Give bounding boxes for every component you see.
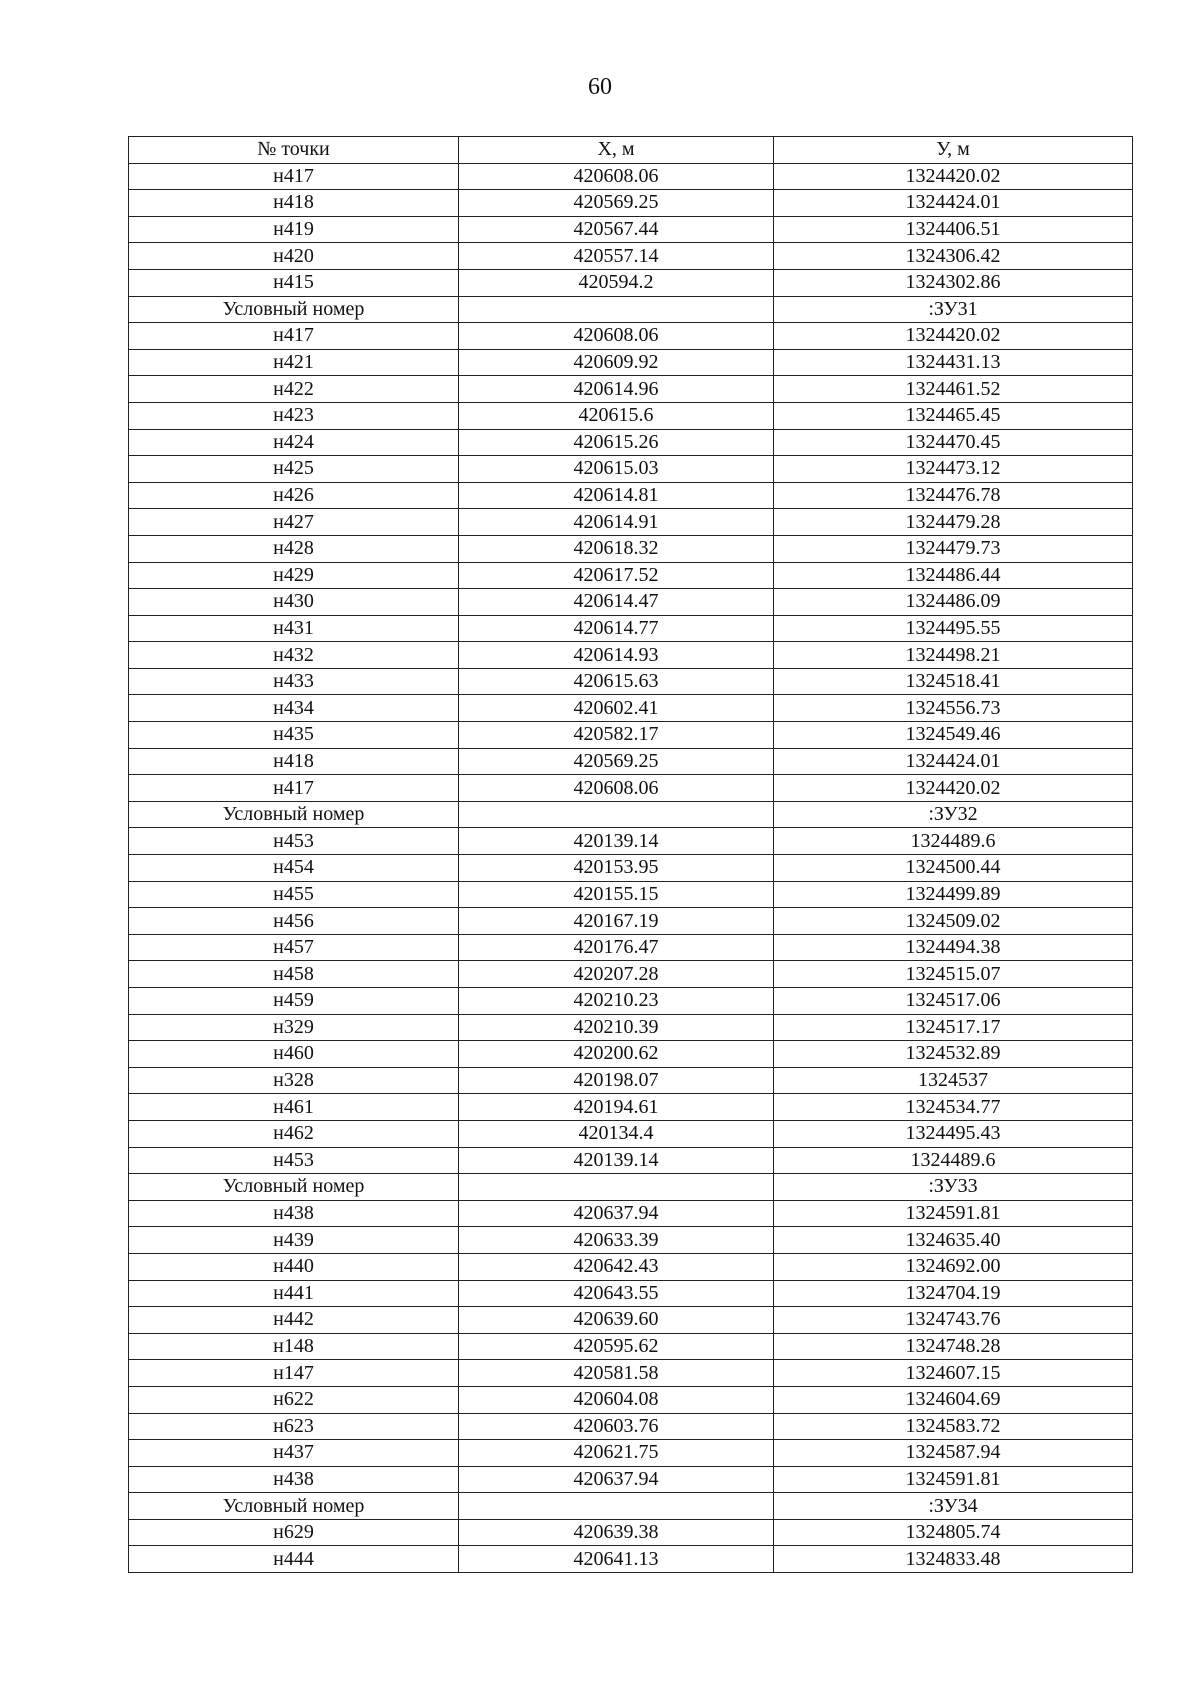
table-row xyxy=(129,801,1133,828)
table-row xyxy=(129,163,1133,190)
table-row xyxy=(129,1014,1133,1041)
point-id-cell: н418 xyxy=(129,748,459,775)
column-header-point: № точки xyxy=(129,137,459,164)
point-id-cell: н441 xyxy=(129,1280,459,1307)
point-id-cell: н431 xyxy=(129,615,459,642)
x-coordinate-cell: 420210.23 xyxy=(459,988,774,1015)
column-header-y: У, м xyxy=(774,137,1133,164)
x-coordinate-cell: 420595.62 xyxy=(459,1333,774,1360)
point-id-cell: н428 xyxy=(129,535,459,562)
point-id-cell: н421 xyxy=(129,349,459,376)
x-coordinate-cell: 420603.76 xyxy=(459,1413,774,1440)
table-row xyxy=(129,323,1133,350)
table-row xyxy=(129,1067,1133,1094)
table-row xyxy=(129,961,1133,988)
table-row xyxy=(129,908,1133,935)
y-coordinate-cell: 1324479.28 xyxy=(774,509,1133,536)
x-coordinate-cell: 420641.13 xyxy=(459,1546,774,1573)
y-coordinate-cell: 1324476.78 xyxy=(774,482,1133,509)
table-row xyxy=(129,722,1133,749)
point-id-cell: н458 xyxy=(129,961,459,988)
y-coordinate-cell: 1324591.81 xyxy=(774,1200,1133,1227)
table-row xyxy=(129,1041,1133,1068)
x-coordinate-cell: 420581.58 xyxy=(459,1360,774,1387)
table-row xyxy=(129,934,1133,961)
table-row xyxy=(129,1413,1133,1440)
table-row xyxy=(129,589,1133,616)
x-coordinate-cell: 420617.52 xyxy=(459,562,774,589)
point-id-cell: н424 xyxy=(129,429,459,456)
x-coordinate-cell: 420637.94 xyxy=(459,1200,774,1227)
point-id-cell: н426 xyxy=(129,482,459,509)
table-row xyxy=(129,1120,1133,1147)
table-header-row xyxy=(129,137,1133,164)
y-coordinate-cell: :ЗУ31 xyxy=(774,296,1133,323)
point-id-cell: н453 xyxy=(129,1147,459,1174)
y-coordinate-cell: 1324833.48 xyxy=(774,1546,1133,1573)
y-coordinate-cell: 1324532.89 xyxy=(774,1041,1133,1068)
table-row xyxy=(129,828,1133,855)
x-coordinate-cell: 420155.15 xyxy=(459,881,774,908)
point-id-cell: н435 xyxy=(129,722,459,749)
x-coordinate-cell: 420200.62 xyxy=(459,1041,774,1068)
y-coordinate-cell: 1324495.43 xyxy=(774,1120,1133,1147)
x-coordinate-cell: 420639.60 xyxy=(459,1307,774,1334)
point-id-cell: Условный номер xyxy=(129,1493,459,1520)
point-id-cell: н462 xyxy=(129,1120,459,1147)
x-coordinate-cell: 420207.28 xyxy=(459,961,774,988)
table-row xyxy=(129,1200,1133,1227)
x-coordinate-cell: 420608.06 xyxy=(459,775,774,802)
x-coordinate-cell: 420198.07 xyxy=(459,1067,774,1094)
x-coordinate-cell: 420139.14 xyxy=(459,1147,774,1174)
y-coordinate-cell: 1324587.94 xyxy=(774,1440,1133,1467)
y-coordinate-cell: 1324302.86 xyxy=(774,269,1133,296)
table-row xyxy=(129,988,1133,1015)
point-id-cell: н629 xyxy=(129,1519,459,1546)
point-id-cell: н419 xyxy=(129,216,459,243)
y-coordinate-cell: 1324470.45 xyxy=(774,429,1133,456)
table-row xyxy=(129,1094,1133,1121)
point-id-cell: Условный номер xyxy=(129,296,459,323)
point-id-cell: Условный номер xyxy=(129,801,459,828)
column-header-x: Х, м xyxy=(459,137,774,164)
x-coordinate-cell: 420614.91 xyxy=(459,509,774,536)
point-id-cell: н429 xyxy=(129,562,459,589)
point-id-cell: н433 xyxy=(129,668,459,695)
table-row xyxy=(129,216,1133,243)
table-row xyxy=(129,243,1133,270)
y-coordinate-cell: 1324431.13 xyxy=(774,349,1133,376)
y-coordinate-cell: 1324495.55 xyxy=(774,615,1133,642)
x-coordinate-cell: 420608.06 xyxy=(459,163,774,190)
y-coordinate-cell: 1324748.28 xyxy=(774,1333,1133,1360)
x-coordinate-cell: 420615.63 xyxy=(459,668,774,695)
y-coordinate-cell: 1324591.81 xyxy=(774,1466,1133,1493)
y-coordinate-cell: 1324743.76 xyxy=(774,1307,1133,1334)
x-coordinate-cell: 420614.96 xyxy=(459,376,774,403)
x-coordinate-cell: 420614.93 xyxy=(459,642,774,669)
y-coordinate-cell: 1324549.46 xyxy=(774,722,1133,749)
x-coordinate-cell: 420615.26 xyxy=(459,429,774,456)
point-id-cell: н444 xyxy=(129,1546,459,1573)
y-coordinate-cell: 1324534.77 xyxy=(774,1094,1133,1121)
table-row xyxy=(129,748,1133,775)
x-coordinate-cell: 420134.4 xyxy=(459,1120,774,1147)
table-row xyxy=(129,1519,1133,1546)
point-id-cell: н442 xyxy=(129,1307,459,1334)
table-row xyxy=(129,1227,1133,1254)
y-coordinate-cell: 1324805.74 xyxy=(774,1519,1133,1546)
x-coordinate-cell: 420139.14 xyxy=(459,828,774,855)
point-id-cell: н328 xyxy=(129,1067,459,1094)
table-row xyxy=(129,562,1133,589)
y-coordinate-cell: 1324498.21 xyxy=(774,642,1133,669)
table-row xyxy=(129,296,1133,323)
x-coordinate-cell: 420594.2 xyxy=(459,269,774,296)
table-row xyxy=(129,1307,1133,1334)
table-row xyxy=(129,376,1133,403)
x-coordinate-cell xyxy=(459,801,774,828)
x-coordinate-cell: 420618.32 xyxy=(459,535,774,562)
x-coordinate-cell: 420194.61 xyxy=(459,1094,774,1121)
point-id-cell: н622 xyxy=(129,1386,459,1413)
x-coordinate-cell: 420639.38 xyxy=(459,1519,774,1546)
y-coordinate-cell: :ЗУ32 xyxy=(774,801,1133,828)
x-coordinate-cell: 420567.44 xyxy=(459,216,774,243)
y-coordinate-cell: 1324704.19 xyxy=(774,1280,1133,1307)
x-coordinate-cell: 420643.55 xyxy=(459,1280,774,1307)
y-coordinate-cell: 1324406.51 xyxy=(774,216,1133,243)
table-row xyxy=(129,775,1133,802)
point-id-cell: н461 xyxy=(129,1094,459,1121)
y-coordinate-cell: 1324486.09 xyxy=(774,589,1133,616)
point-id-cell: н415 xyxy=(129,269,459,296)
table-row xyxy=(129,1333,1133,1360)
y-coordinate-cell: :ЗУ33 xyxy=(774,1174,1133,1201)
y-coordinate-cell: 1324556.73 xyxy=(774,695,1133,722)
y-coordinate-cell: 1324424.01 xyxy=(774,748,1133,775)
point-id-cell: н456 xyxy=(129,908,459,935)
x-coordinate-cell: 420633.39 xyxy=(459,1227,774,1254)
point-id-cell: н430 xyxy=(129,589,459,616)
x-coordinate-cell: 420642.43 xyxy=(459,1253,774,1280)
x-coordinate-cell: 420614.81 xyxy=(459,482,774,509)
table-row xyxy=(129,535,1133,562)
table-row xyxy=(129,881,1133,908)
y-coordinate-cell: 1324486.44 xyxy=(774,562,1133,589)
y-coordinate-cell: 1324604.69 xyxy=(774,1386,1133,1413)
point-id-cell: н438 xyxy=(129,1200,459,1227)
point-id-cell: н459 xyxy=(129,988,459,1015)
table-row xyxy=(129,349,1133,376)
table-row xyxy=(129,402,1133,429)
y-coordinate-cell: 1324518.41 xyxy=(774,668,1133,695)
y-coordinate-cell: 1324517.17 xyxy=(774,1014,1133,1041)
point-id-cell: н453 xyxy=(129,828,459,855)
point-id-cell: н455 xyxy=(129,881,459,908)
point-id-cell: н420 xyxy=(129,243,459,270)
table-row xyxy=(129,855,1133,882)
x-coordinate-cell: 420637.94 xyxy=(459,1466,774,1493)
y-coordinate-cell: 1324424.01 xyxy=(774,190,1133,217)
x-coordinate-cell: 420153.95 xyxy=(459,855,774,882)
point-id-cell: н147 xyxy=(129,1360,459,1387)
y-coordinate-cell: :ЗУ34 xyxy=(774,1493,1133,1520)
point-id-cell: н454 xyxy=(129,855,459,882)
x-coordinate-cell: 420604.08 xyxy=(459,1386,774,1413)
y-coordinate-cell: 1324479.73 xyxy=(774,535,1133,562)
x-coordinate-cell xyxy=(459,1493,774,1520)
y-coordinate-cell: 1324692.00 xyxy=(774,1253,1133,1280)
x-coordinate-cell: 420176.47 xyxy=(459,934,774,961)
table-row xyxy=(129,1360,1133,1387)
x-coordinate-cell: 420608.06 xyxy=(459,323,774,350)
page-number: 60 xyxy=(588,74,612,100)
table-row xyxy=(129,456,1133,483)
x-coordinate-cell: 420167.19 xyxy=(459,908,774,935)
point-id-cell: н148 xyxy=(129,1333,459,1360)
table-row xyxy=(129,695,1133,722)
y-coordinate-cell: 1324537 xyxy=(774,1067,1133,1094)
point-id-cell: н438 xyxy=(129,1466,459,1493)
x-coordinate-cell: 420569.25 xyxy=(459,748,774,775)
x-coordinate-cell: 420615.03 xyxy=(459,456,774,483)
point-id-cell: н457 xyxy=(129,934,459,961)
table-row xyxy=(129,269,1133,296)
x-coordinate-cell: 420210.39 xyxy=(459,1014,774,1041)
point-id-cell: н427 xyxy=(129,509,459,536)
table-row xyxy=(129,1174,1133,1201)
table-row xyxy=(129,1546,1133,1573)
table-row xyxy=(129,642,1133,669)
y-coordinate-cell: 1324306.42 xyxy=(774,243,1133,270)
x-coordinate-cell xyxy=(459,1174,774,1201)
coordinates-table xyxy=(128,136,1133,1573)
y-coordinate-cell: 1324607.15 xyxy=(774,1360,1133,1387)
y-coordinate-cell: 1324494.38 xyxy=(774,934,1133,961)
point-id-cell: н460 xyxy=(129,1041,459,1068)
y-coordinate-cell: 1324500.44 xyxy=(774,855,1133,882)
x-coordinate-cell: 420614.47 xyxy=(459,589,774,616)
table-row xyxy=(129,1440,1133,1467)
y-coordinate-cell: 1324583.72 xyxy=(774,1413,1133,1440)
point-id-cell: н329 xyxy=(129,1014,459,1041)
point-id-cell: н417 xyxy=(129,163,459,190)
table-row xyxy=(129,482,1133,509)
x-coordinate-cell: 420621.75 xyxy=(459,1440,774,1467)
x-coordinate-cell: 420582.17 xyxy=(459,722,774,749)
y-coordinate-cell: 1324465.45 xyxy=(774,402,1133,429)
point-id-cell: н417 xyxy=(129,323,459,350)
table-row xyxy=(129,429,1133,456)
point-id-cell: н422 xyxy=(129,376,459,403)
y-coordinate-cell: 1324420.02 xyxy=(774,163,1133,190)
table-row xyxy=(129,1386,1133,1413)
x-coordinate-cell xyxy=(459,296,774,323)
table-row xyxy=(129,1466,1133,1493)
x-coordinate-cell: 420609.92 xyxy=(459,349,774,376)
point-id-cell: н425 xyxy=(129,456,459,483)
table-row xyxy=(129,615,1133,642)
y-coordinate-cell: 1324499.89 xyxy=(774,881,1133,908)
point-id-cell: н623 xyxy=(129,1413,459,1440)
table-row xyxy=(129,1147,1133,1174)
table-row xyxy=(129,509,1133,536)
point-id-cell: н439 xyxy=(129,1227,459,1254)
x-coordinate-cell: 420602.41 xyxy=(459,695,774,722)
point-id-cell: н440 xyxy=(129,1253,459,1280)
table-body xyxy=(129,163,1133,1572)
table-row xyxy=(129,1493,1133,1520)
point-id-cell: Условный номер xyxy=(129,1174,459,1201)
y-coordinate-cell: 1324515.07 xyxy=(774,961,1133,988)
y-coordinate-cell: 1324461.52 xyxy=(774,376,1133,403)
point-id-cell: н423 xyxy=(129,402,459,429)
point-id-cell: н432 xyxy=(129,642,459,669)
point-id-cell: н437 xyxy=(129,1440,459,1467)
point-id-cell: н417 xyxy=(129,775,459,802)
point-id-cell: н418 xyxy=(129,190,459,217)
y-coordinate-cell: 1324473.12 xyxy=(774,456,1133,483)
x-coordinate-cell: 420557.14 xyxy=(459,243,774,270)
table-row xyxy=(129,190,1133,217)
x-coordinate-cell: 420615.6 xyxy=(459,402,774,429)
table-row xyxy=(129,668,1133,695)
y-coordinate-cell: 1324509.02 xyxy=(774,908,1133,935)
table-row xyxy=(129,1253,1133,1280)
point-id-cell: н434 xyxy=(129,695,459,722)
y-coordinate-cell: 1324420.02 xyxy=(774,775,1133,802)
y-coordinate-cell: 1324635.40 xyxy=(774,1227,1133,1254)
y-coordinate-cell: 1324489.6 xyxy=(774,828,1133,855)
x-coordinate-cell: 420614.77 xyxy=(459,615,774,642)
x-coordinate-cell: 420569.25 xyxy=(459,190,774,217)
y-coordinate-cell: 1324489.6 xyxy=(774,1147,1133,1174)
y-coordinate-cell: 1324420.02 xyxy=(774,323,1133,350)
table-row xyxy=(129,1280,1133,1307)
y-coordinate-cell: 1324517.06 xyxy=(774,988,1133,1015)
